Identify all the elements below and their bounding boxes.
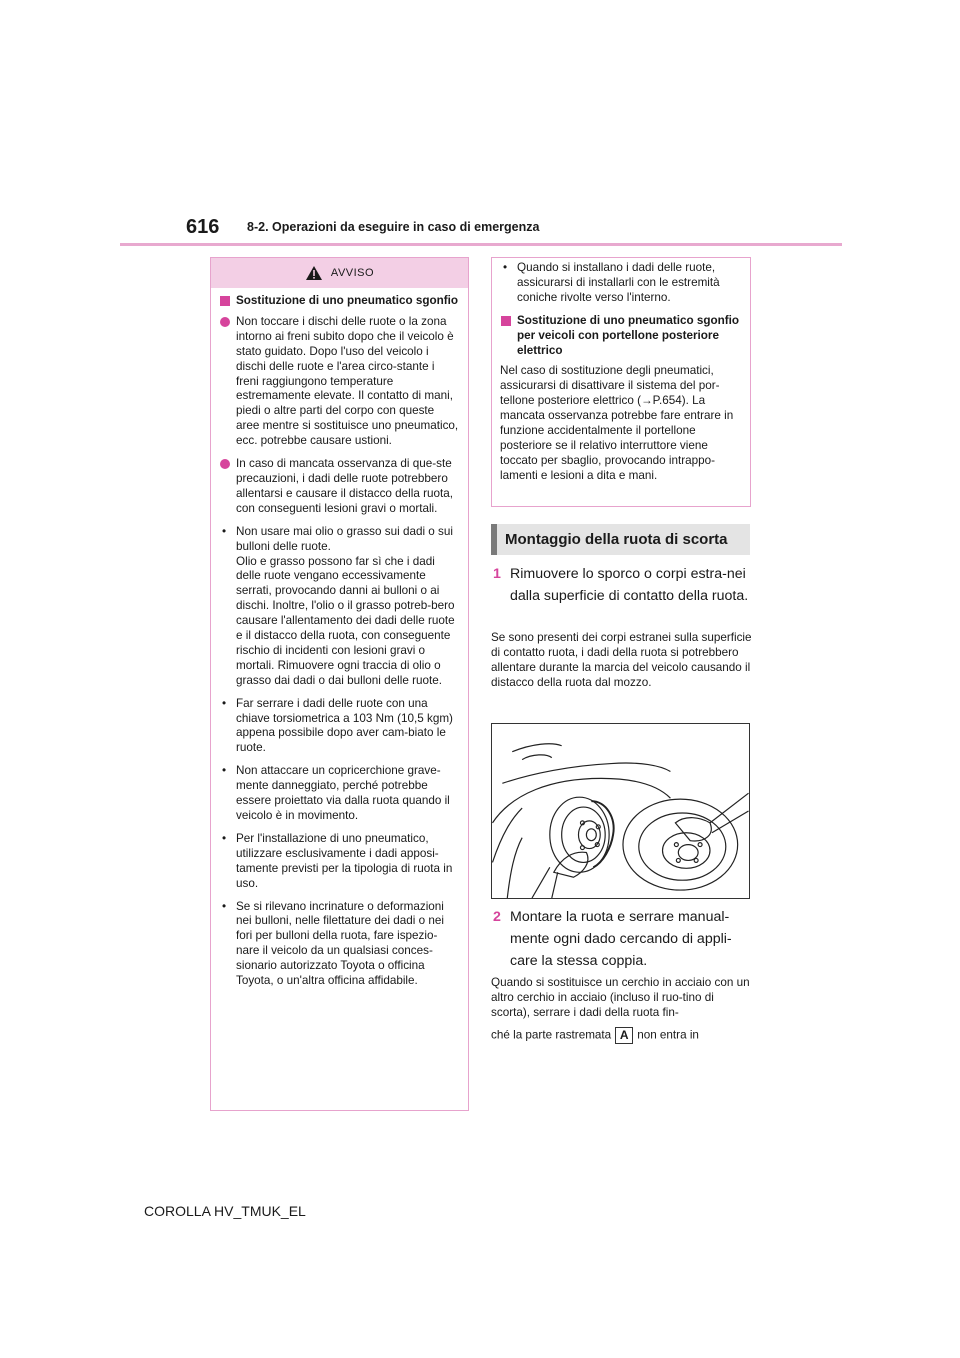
step-number: 2: [493, 909, 501, 925]
warning-item-text: Per l'installazione di uno pneumatico, utilizzare esclusivamente i dadi apposi-tamente previsti per la tipologia di ruota in uso.: [236, 831, 453, 890]
warning-item-text: Non usare mai olio o grasso sui dadi o sui bulloni delle ruote. Olio e grasso possono far sì che i dadi delle ruote vengano eccessivamente serrati, provocando danni ai bulloni o ai dischi. Inoltre, l'olio o il grasso potreb-bero causare l'allentamento dei dadi delle ruote e il distacco della ruota, con conseguente rischio di incidenti con lesioni gravi o mortali. Rimuovere ogni traccia di olio o grasso dai dadi o dai bulloni delle ruote.: [236, 524, 455, 687]
warning-body: [211, 288, 468, 989]
warning-item: [219, 832, 460, 892]
callout-label-a: A: [615, 1027, 633, 1044]
warning-item-text: Far serrare i dadi delle ruote con una chiave torsiometrica a 103 Nm (10,5 kgm) appena possibile dopo aver cam-biato le ruote.: [236, 696, 453, 755]
step-text: Montare la ruota e serrare manual-mente ogni dado cercando di appli-care la stessa coppia.: [510, 909, 732, 969]
header-rule: [120, 243, 842, 246]
page-number: 616: [186, 216, 220, 238]
step-2-note-text: ché la parte rastremata: [491, 1028, 612, 1042]
section-header: 8-2. Operazioni da eseguire in caso di emergenza: [247, 220, 540, 234]
warning-item-text: Non attaccare un copricerchione grave-mente danneggiato, perché potrebbe essere proiettato via dalla ruota quando il veicolo è in movimento.: [236, 764, 450, 822]
step-number: 1: [493, 566, 501, 582]
warning-continued-body: [492, 258, 750, 484]
warning-box-continued: [491, 257, 751, 507]
warning-item: [219, 900, 460, 989]
warning-triangle-icon: [305, 265, 323, 281]
warning-item-text: Quando si installano i dadi delle ruote, assicurarsi di installarli con le estremità coniche rivolte verso l'interno.: [517, 261, 720, 304]
warning-item: [219, 764, 460, 824]
step-2: [491, 906, 753, 972]
warning-box: [210, 257, 469, 1111]
warning-item: [500, 261, 742, 306]
warning-item: [500, 364, 742, 483]
warning-item-text: Nel caso di sostituzione degli pneumatici, assicurarsi di disattivare il sistema del por-tellone posteriore elettrico (→P.654). La mancata osservanza potrebbe fare entrare in funzione accidentalmente il portellone posteriore se il relativo interruttore viene toccato per sbaglio, provocando intrappo-lamenti e lesioni a dita e mani.: [500, 364, 734, 482]
warning-title: AVVISO: [330, 267, 375, 279]
wheel-cleaning-illustration: [491, 723, 750, 899]
warning-item: [219, 697, 460, 757]
warning-item-text: Sostituzione di uno pneumatico sgonfio: [236, 294, 459, 307]
warning-subheading: [219, 294, 460, 309]
warning-subheading: [500, 314, 742, 359]
step-1: [491, 563, 753, 607]
warning-item-text: Sostituzione di uno pneumatico sgonfio per veicoli con portellone posteriore elettrico: [517, 313, 740, 357]
step-2-note-line-a: Quando si sostituisce un cerchio in acciaio con un altro cerchio in acciaio (incluso il ruo-tino di scorta), serrare i dadi della ruota fin-: [491, 976, 750, 1019]
step-text: Rimuovere lo sporco o corpi estra-nei dalla superficie di contatto della ruota.: [510, 566, 749, 604]
step-2-note-line-b: [491, 1027, 753, 1044]
warning-item-text: Se si rilevano incrinature o deformazioni nei bulloni, nelle filettature dei dadi o nei fori per bulloni della ruota, fare ispezio-nare il veicolo da un qualsiasi conces-sionario autorizzato Toyota o officina Toyota, o un'altra officina affidabile.: [236, 899, 444, 988]
footer-model-code: COROLLA HV_TMUK_EL: [144, 1203, 306, 1219]
warning-item-text: Non toccare i dischi delle ruote o la zona intorno ai freni subito dopo che il veicolo è stato guidato. Dopo l'uso del veicolo i dischi delle ruote e l'area circo-stante i freni raggiungono temperature estremamente elevate. Il contatto di mani, piedi o altre parti del corpo con queste aree mentre si sostituisce uno pneumatico, ecc. potrebbe causare ustioni.: [236, 314, 459, 448]
warning-header: [211, 258, 468, 288]
warning-item-text: In caso di mancata osservanza di que-ste precauzioni, i dadi delle ruote potrebbero allentarsi e causare il distacco della ruota, con conseguenti lesioni gravi o mortali.: [236, 457, 453, 515]
warning-item: [219, 457, 460, 517]
section-title: Montaggio della ruota di scorta: [491, 524, 750, 555]
warning-item: [219, 315, 460, 449]
step-1-note: Se sono presenti dei corpi estranei sulla superficie di contatto ruota, i dadi della ruota si potrebbero allentare durante la marcia del veicolo causando il distacco della ruota dal mozzo.: [491, 631, 752, 689]
warning-item: [219, 525, 460, 689]
step-2-note-text-end: non entra in: [637, 1028, 699, 1042]
step-2-note: [491, 976, 753, 1044]
